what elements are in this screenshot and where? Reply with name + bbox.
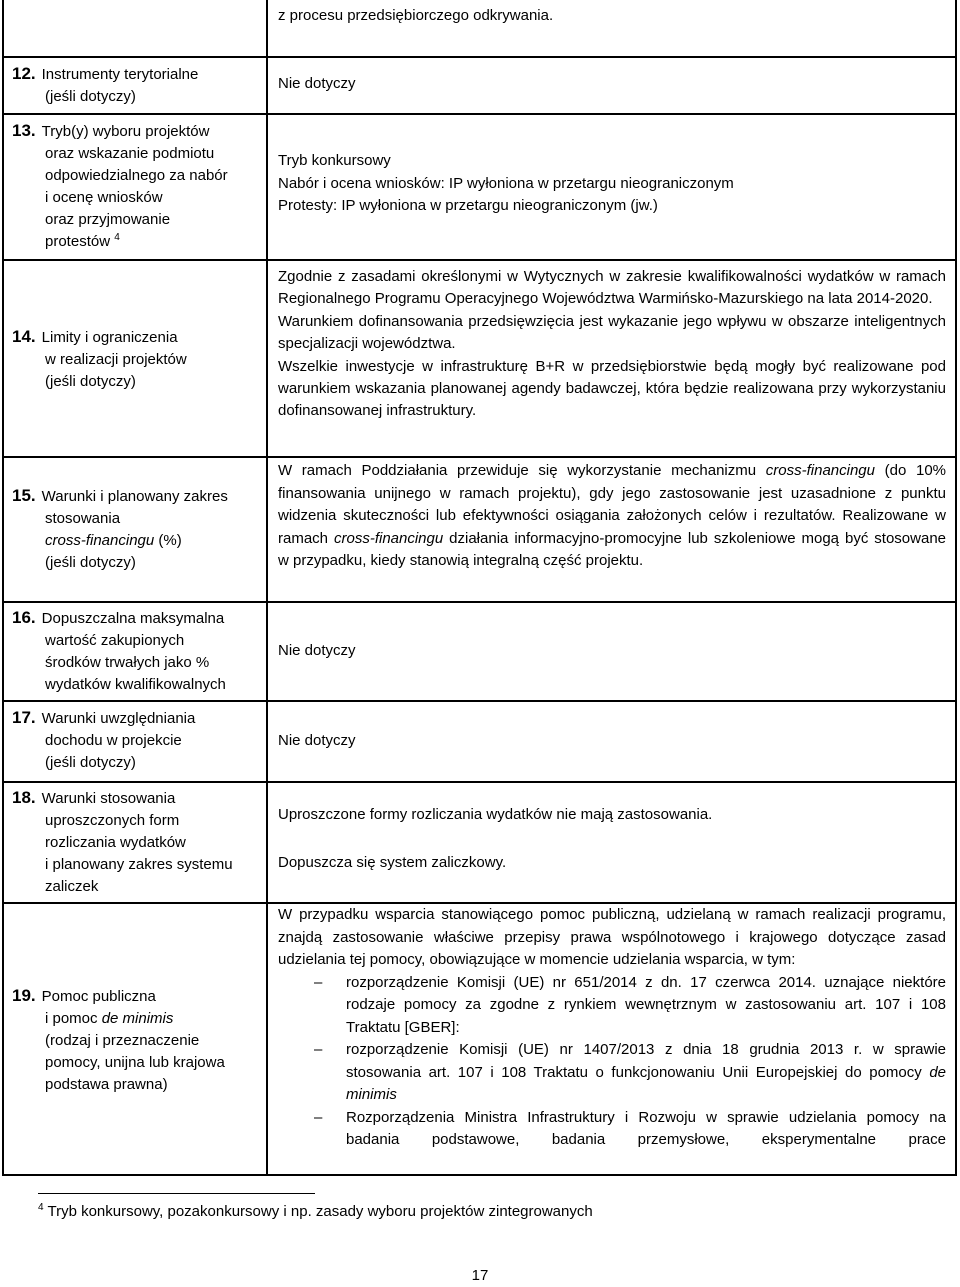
dash-bullet: – [314,973,323,991]
row-13-label: 13. Tryb(y) wyboru projektów oraz wskazanie podmiotu odpowiedzialnego za nabór i ocenę wniosków oraz przyjmowanie protestów $^4$ [12,121,228,250]
row-separator [2,700,957,702]
row-14-content: Zgodnie z zasadami określonymi w Wytycznych w zakresie kwalifikowalności wydatków w ramach Regionalnego Programu Operacyjnego Województwa Warmińsko-Mazurskiego na lata 2014-2020. Warunkiem dofinansowania przedsięwzięcia jest wykazanie jego wpływu w obszarze inteligentnych specjalizacji województwa. Wszelkie inwestycje w infrastrukturę B+R w przedsiębiorstwie będą mogły być realizowane pod warunkiem wskazania planowanej agendy badawczej, która będzie realizowana przy wykorzystaniu dofinansowanej infrastruktury. [278,268,946,420]
row-18-content-2: Dopuszcza się system zaliczkowy. [278,854,507,871]
row-19-label: 19. Pomoc publiczna i pomoc de minimis (rodzaj i przeznaczenie pomocy, unijna lub krajowa podstawa prawna) [12,986,225,1093]
page-number: 17 [471,1267,489,1284]
list-item: – rozporządzenie Komisji (UE) nr 651/2014 z dn. 17 czerwca 2014. uznające niektóre rodzaje pomocy za zgodne z rynkiem wewnętrznym w zastosowaniu art. 107 i 108 Traktatu [GBER]: [314,973,946,1036]
list-item: – Rozporządzenia Ministra Infrastruktury i Rozwoju w sprawie udzielania pomocy na badania podstawowe, badania przemysłowe, eksperymentalne prace [314,1108,946,1148]
row-16-content: Nie dotyczy [278,642,356,659]
dash-bullet: – [314,1108,323,1126]
row-18-label: 18. Warunki stosowania uproszczonych form rozliczania wydatków i planowany zakres systemu zaliczek [12,788,233,895]
row-number: 16. [12,608,36,627]
row-number: 18. [12,788,36,807]
row-17-content: Nie dotyczy [278,732,356,749]
footnote-separator [38,1193,315,1194]
row-separator [2,601,957,603]
footnote-reference: 4 [114,232,120,243]
row-number: 12. [12,64,36,83]
row-separator [2,456,957,458]
row-number: 14. [12,327,36,346]
row-19-content [278,904,946,1152]
row-15-label: 15. Warunki i planowany zakres stosowania cross-financingu (%) (jeśli dotyczy) [12,486,228,571]
column-divider [266,0,268,1176]
continuation-text: z procesu przedsiębiorczego odkrywania. [278,7,554,24]
row-separator [2,56,957,58]
row-18-content-1: Uproszczone formy rozliczania wydatków nie mają zastosowania. [278,806,713,823]
row-16-label: 16. Dopuszczalna maksymalna wartość zakupionych środków trwałych jako % wydatków kwalifikowalnych [12,608,226,693]
dash-bullet: – [314,1041,323,1058]
row-12-label: 12. Instrumenty terytorialne (jeśli dotyczy) [12,64,199,105]
row-number: 15. [12,486,36,505]
footnote: $^4$ Tryb konkursowy, pozakonkursowy i np. zasady wyboru projektów zintegrowanych [38,1202,593,1220]
row-17-label: 17. Warunki uwzględniania dochodu w projekcie (jeśli dotyczy) [12,708,196,771]
row-separator [2,259,957,261]
row-14-label: 14. Limity i ograniczenia w realizacji projektów (jeśli dotyczy) [12,327,187,390]
row-number: 17. [12,708,36,727]
footnote-mark: 4 [38,1202,44,1213]
list-item: – rozporządzenie Komisji (UE) nr 1407/2013 z dnia 18 grudnia 2013 r. w sprawie stosowania art. 107 i 108 Traktatu o funkcjonowaniu Unii Europejskiej do pomocy de minimis [314,1041,946,1103]
row-number: 13. [12,121,36,140]
row-12-content: Nie dotyczy [278,75,356,92]
row-19-intro: W przypadku wsparcia stanowiącego pomoc publiczną, udzielaną w ramach realizacji programu, znajdą zastosowanie właściwe przepisy prawa wspólnotowego i krajowego dotyczące zasad udzielania tej pomocy, obowiązujące w momencie udzielania wsparcia, w tym: [278,906,946,968]
row-separator [2,113,957,115]
row-separator [2,781,957,783]
row-number: 19. [12,986,36,1005]
row-15-content: W ramach Poddziałania przewiduje się wykorzystanie mechanizmu cross-financingu (do 10% finansowania unijnego w ramach projektu), gdy jego zastosowanie jest uzasadnione z punktu widzenia skuteczności lub efektywności osiągania założonych celów i rezultatów. Realizowane w ramach cross-financingu działania informacyjno-promocyjne lub szkoleniowe mogą być stosowane w przypadku, kiedy stanowią integralną część projektu. [278,462,947,569]
row-13-content: Tryb konkursowy Nabór i ocena wniosków: IP wyłoniona w przetargu nieograniczonym Protesty: IP wyłoniona w przetargu nieograniczonym (jw.) [278,152,734,214]
